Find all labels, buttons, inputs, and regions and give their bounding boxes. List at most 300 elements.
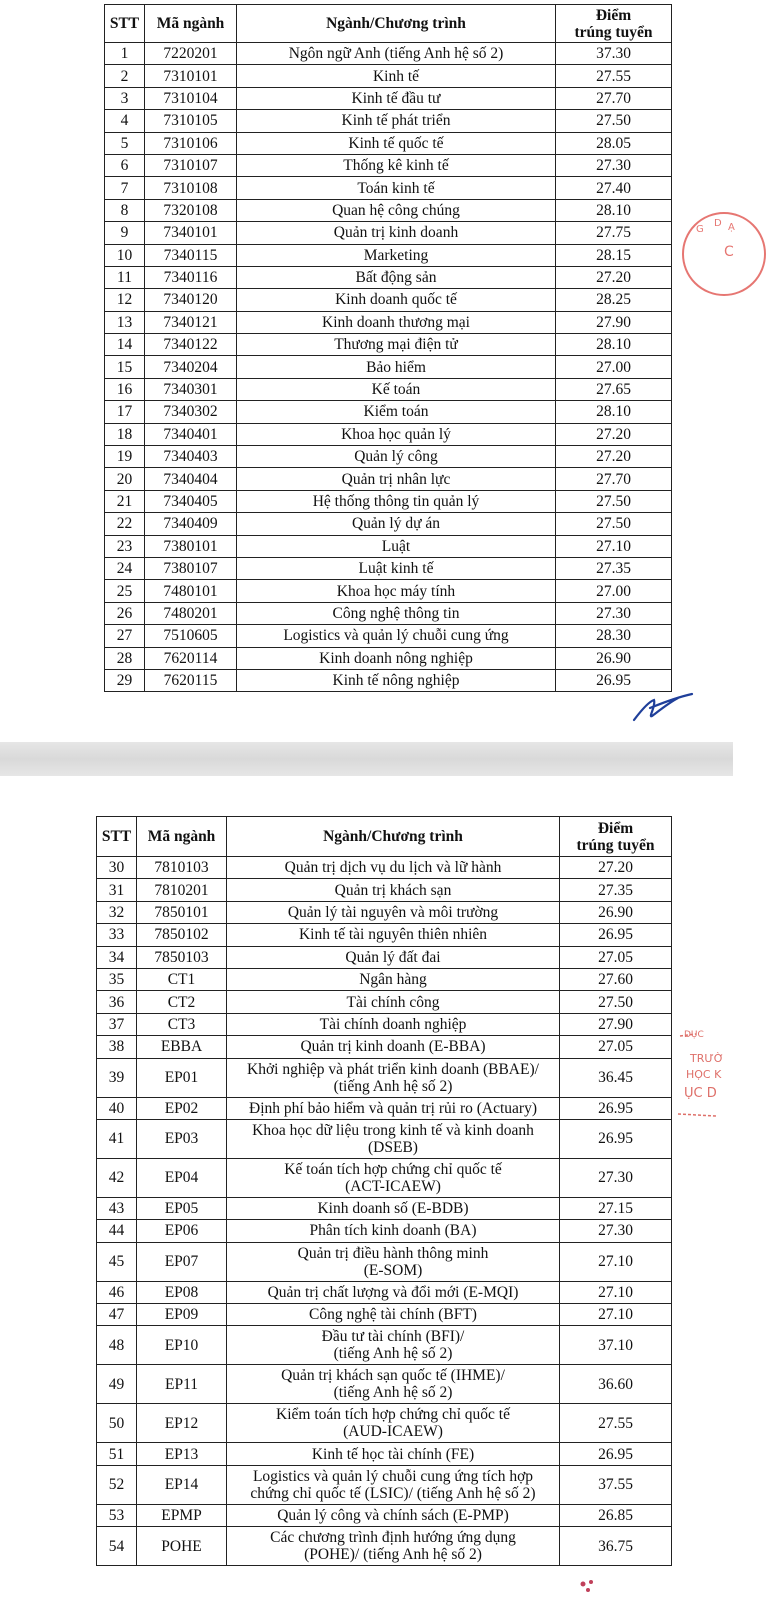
program-name-line: Quản trị điều hành thông minh bbox=[297, 1244, 489, 1262]
cell-nganh bbox=[237, 602, 556, 624]
cell-ma-nganh: 7320108 bbox=[145, 199, 237, 221]
cell-stt: 20 bbox=[105, 468, 145, 490]
cell-diem: 36.75 bbox=[560, 1527, 672, 1566]
cell-nganh bbox=[227, 968, 560, 990]
cell-nganh bbox=[237, 222, 556, 244]
program-name-line: Bất động sản bbox=[355, 269, 437, 287]
cell-nganh bbox=[237, 625, 556, 647]
program-name-line: Thống kê kinh tế bbox=[343, 157, 449, 175]
cell-stt: 53 bbox=[97, 1504, 137, 1526]
program-name-line: Kinh tế học tài chính (FE) bbox=[311, 1445, 475, 1463]
table-row bbox=[105, 557, 672, 579]
program-name-line: Khoa học quản lý bbox=[341, 425, 451, 443]
table-row bbox=[97, 879, 672, 901]
table-row bbox=[105, 266, 672, 288]
cell-diem: 27.50 bbox=[560, 991, 672, 1013]
program-name-line: chứng chỉ quốc tế (LSIC)/ (tiếng Anh hệ số 2) bbox=[250, 1484, 536, 1502]
cell-ma-nganh: POHE bbox=[137, 1527, 227, 1566]
cell-stt: 13 bbox=[105, 311, 145, 333]
cell-nganh bbox=[237, 266, 556, 288]
table-row bbox=[97, 1220, 672, 1242]
cell-stt: 15 bbox=[105, 356, 145, 378]
program-name-line: Kinh tế tài nguyên thiên nhiên bbox=[298, 926, 488, 944]
program-name-line: (POHE)/ (tiếng Anh hệ số 2) bbox=[304, 1546, 482, 1564]
program-name-line: Khoa học dữ liệu trong kinh tế và kinh doanh bbox=[252, 1121, 534, 1139]
table-row bbox=[105, 669, 672, 691]
program-name-line: Kinh tế quốc tế bbox=[348, 134, 444, 152]
cell-ma-nganh: 7340120 bbox=[145, 289, 237, 311]
program-name-line: Khởi nghiệp và phát triển kinh doanh (BBAE)/ bbox=[247, 1060, 539, 1078]
program-name-line: Quản lý tài nguyên và môi trường bbox=[287, 903, 499, 921]
cell-nganh bbox=[227, 1242, 560, 1281]
table-row bbox=[105, 154, 672, 176]
program-name-line: Công nghệ tài chính (BFT) bbox=[309, 1306, 477, 1324]
header-diem bbox=[556, 5, 672, 43]
table-row bbox=[105, 513, 672, 535]
cell-diem: 27.50 bbox=[556, 490, 672, 512]
program-name-line: Kế toán tích hợp chứng chỉ quốc tế bbox=[284, 1160, 502, 1178]
cell-diem: 27.50 bbox=[556, 110, 672, 132]
program-name-line: Logistics và quản lý chuỗi cung ứng tích hợp bbox=[252, 1467, 534, 1485]
program-name-line: Kinh tế bbox=[372, 67, 420, 85]
cell-stt: 18 bbox=[105, 423, 145, 445]
cell-nganh bbox=[237, 110, 556, 132]
cell-nganh bbox=[227, 1158, 560, 1197]
header-diem-line1: Điểm bbox=[595, 6, 632, 24]
cell-ma-nganh: EP09 bbox=[137, 1304, 227, 1326]
header-diem bbox=[560, 817, 672, 857]
table-row bbox=[105, 244, 672, 266]
table-row bbox=[97, 1326, 672, 1365]
cell-diem: 27.05 bbox=[560, 946, 672, 968]
decorative-dots-icon bbox=[578, 1578, 602, 1594]
cell-diem: 28.15 bbox=[556, 244, 672, 266]
cell-stt: 8 bbox=[105, 199, 145, 221]
cell-diem: 26.95 bbox=[560, 924, 672, 946]
cell-nganh bbox=[227, 1404, 560, 1443]
cell-diem: 27.30 bbox=[556, 154, 672, 176]
cell-ma-nganh: 7380107 bbox=[145, 557, 237, 579]
cell-stt: 5 bbox=[105, 132, 145, 154]
cell-stt: 37 bbox=[97, 1013, 137, 1035]
program-name-line: Quản lý đất đai bbox=[345, 948, 441, 966]
cell-nganh bbox=[237, 468, 556, 490]
cell-stt: 43 bbox=[97, 1197, 137, 1219]
cell-diem: 27.30 bbox=[560, 1158, 672, 1197]
stamp-text: TRƯỜ bbox=[690, 1052, 724, 1065]
cell-diem: 27.40 bbox=[556, 177, 672, 199]
program-name-line: Quản trị chất lượng và đổi mới (E-MQI) bbox=[267, 1283, 519, 1301]
cell-diem: 27.15 bbox=[560, 1197, 672, 1219]
program-name-line: Quản trị khách sạn bbox=[334, 881, 452, 899]
cell-diem: 27.90 bbox=[556, 311, 672, 333]
red-stamp-fragment bbox=[676, 1030, 756, 1140]
table-row bbox=[105, 334, 672, 356]
cell-nganh bbox=[227, 1281, 560, 1303]
cell-stt: 49 bbox=[97, 1365, 137, 1404]
table-row bbox=[105, 110, 672, 132]
cell-nganh bbox=[237, 177, 556, 199]
cell-stt: 42 bbox=[97, 1158, 137, 1197]
cell-diem: 27.70 bbox=[556, 468, 672, 490]
score-table-2 bbox=[96, 816, 672, 1566]
cell-nganh bbox=[227, 901, 560, 923]
cell-diem: 36.45 bbox=[560, 1058, 672, 1097]
stamp-text: ỤC D bbox=[684, 1086, 717, 1101]
cell-stt: 26 bbox=[105, 602, 145, 624]
cell-ma-nganh: 7620114 bbox=[145, 647, 237, 669]
cell-stt: 12 bbox=[105, 289, 145, 311]
program-name-line: Marketing bbox=[363, 246, 429, 264]
table-row bbox=[105, 87, 672, 109]
cell-ma-nganh: 7480201 bbox=[145, 602, 237, 624]
cell-ma-nganh: 7480101 bbox=[145, 580, 237, 602]
cell-ma-nganh: 7340405 bbox=[145, 490, 237, 512]
program-name-line: Quan hệ công chúng bbox=[332, 201, 460, 219]
program-name-line: Luật bbox=[381, 537, 411, 555]
cell-diem: 27.55 bbox=[556, 65, 672, 87]
cell-ma-nganh: EP03 bbox=[137, 1119, 227, 1158]
header-nganh: Ngành/Chương trình bbox=[237, 5, 556, 43]
cell-stt: 35 bbox=[97, 968, 137, 990]
program-name-line: Ngôn ngữ Anh (tiếng Anh hệ số 2) bbox=[288, 45, 504, 63]
stamp-letter: Ạ bbox=[728, 222, 735, 233]
table-row bbox=[97, 1304, 672, 1326]
cell-nganh bbox=[237, 378, 556, 400]
cell-stt: 48 bbox=[97, 1326, 137, 1365]
cell-ma-nganh: EP04 bbox=[137, 1158, 227, 1197]
cell-stt: 33 bbox=[97, 924, 137, 946]
stamp-border-icon bbox=[676, 1030, 756, 1140]
program-name-line: Luật kinh tế bbox=[358, 560, 434, 578]
table-row bbox=[97, 1281, 672, 1303]
cell-nganh bbox=[227, 879, 560, 901]
table-row bbox=[105, 177, 672, 199]
table-row bbox=[105, 423, 672, 445]
cell-nganh bbox=[227, 1197, 560, 1219]
cell-stt: 21 bbox=[105, 490, 145, 512]
table-row bbox=[105, 580, 672, 602]
program-name-line: Kiểm toán bbox=[363, 403, 429, 421]
cell-diem: 28.10 bbox=[556, 334, 672, 356]
program-name-line: Kế toán bbox=[371, 381, 421, 399]
cell-nganh bbox=[227, 1326, 560, 1365]
cell-ma-nganh: 7310105 bbox=[145, 110, 237, 132]
cell-stt: 54 bbox=[97, 1527, 137, 1566]
cell-ma-nganh: 7340116 bbox=[145, 266, 237, 288]
cell-nganh bbox=[227, 1013, 560, 1035]
cell-ma-nganh: 7850101 bbox=[137, 901, 227, 923]
program-name-line: Tài chính doanh nghiệp bbox=[319, 1015, 467, 1033]
program-name-line: (tiếng Anh hệ số 2) bbox=[333, 1345, 453, 1363]
page-separator bbox=[0, 742, 733, 776]
program-name-line: Kinh tế phát triển bbox=[341, 112, 451, 130]
cell-nganh bbox=[237, 490, 556, 512]
cell-diem: 28.10 bbox=[556, 199, 672, 221]
program-name-line: Quản trị nhân lực bbox=[341, 470, 451, 488]
program-name-line: Quản lý công bbox=[354, 448, 438, 466]
cell-stt: 23 bbox=[105, 535, 145, 557]
cell-ma-nganh: 7310101 bbox=[145, 65, 237, 87]
document-page-2 bbox=[0, 776, 733, 1600]
cell-diem: 27.20 bbox=[560, 857, 672, 879]
table-row bbox=[105, 289, 672, 311]
cell-ma-nganh: EP01 bbox=[137, 1058, 227, 1097]
table-row bbox=[105, 132, 672, 154]
program-name-line: Quản lý công và chính sách (E-PMP) bbox=[277, 1507, 509, 1525]
cell-ma-nganh: EP13 bbox=[137, 1443, 227, 1465]
cell-ma-nganh: CT3 bbox=[137, 1013, 227, 1035]
cell-stt: 1 bbox=[105, 43, 145, 65]
cell-nganh bbox=[237, 289, 556, 311]
table-row bbox=[105, 625, 672, 647]
cell-stt: 9 bbox=[105, 222, 145, 244]
cell-ma-nganh: EP08 bbox=[137, 1281, 227, 1303]
cell-stt: 3 bbox=[105, 87, 145, 109]
cell-diem: 26.95 bbox=[560, 1119, 672, 1158]
cell-stt: 19 bbox=[105, 446, 145, 468]
stamp-letter: G bbox=[696, 224, 704, 235]
stamp-text: HỌC K bbox=[686, 1068, 722, 1081]
cell-ma-nganh: 7510605 bbox=[145, 625, 237, 647]
cell-nganh bbox=[227, 857, 560, 879]
table-row bbox=[105, 535, 672, 557]
score-table-1 bbox=[104, 4, 672, 692]
program-name-line: Kinh tế đầu tư bbox=[351, 89, 441, 107]
table-row bbox=[97, 1058, 672, 1097]
cell-diem: 36.60 bbox=[560, 1365, 672, 1404]
cell-nganh bbox=[227, 1036, 560, 1058]
cell-nganh bbox=[237, 557, 556, 579]
cell-nganh bbox=[237, 513, 556, 535]
cell-stt: 45 bbox=[97, 1242, 137, 1281]
cell-diem: 27.10 bbox=[560, 1304, 672, 1326]
cell-ma-nganh: 7340101 bbox=[145, 222, 237, 244]
cell-diem: 27.90 bbox=[560, 1013, 672, 1035]
cell-stt: 17 bbox=[105, 401, 145, 423]
header-nganh: Ngành/Chương trình bbox=[227, 817, 560, 857]
program-name-line: Tài chính công bbox=[346, 993, 440, 1011]
stamp-text: DỤC bbox=[684, 1030, 704, 1040]
cell-ma-nganh: CT1 bbox=[137, 968, 227, 990]
table-row bbox=[105, 490, 672, 512]
table-row bbox=[105, 43, 672, 65]
table-row bbox=[105, 378, 672, 400]
program-name-line: (tiếng Anh hệ số 2) bbox=[333, 1384, 453, 1402]
cell-stt: 38 bbox=[97, 1036, 137, 1058]
cell-stt: 4 bbox=[105, 110, 145, 132]
table-row bbox=[97, 857, 672, 879]
cell-diem: 27.30 bbox=[556, 602, 672, 624]
cell-ma-nganh: EP11 bbox=[137, 1365, 227, 1404]
program-name-line: (AUD-ICAEW) bbox=[343, 1423, 443, 1441]
table-row bbox=[97, 1527, 672, 1566]
cell-diem: 27.20 bbox=[556, 446, 672, 468]
cell-stt: 31 bbox=[97, 879, 137, 901]
table-row bbox=[97, 946, 672, 968]
program-name-line: (E-SOM) bbox=[363, 1261, 423, 1279]
cell-diem: 27.55 bbox=[560, 1404, 672, 1443]
table-row bbox=[97, 901, 672, 923]
cell-ma-nganh: EP12 bbox=[137, 1404, 227, 1443]
cell-diem: 27.30 bbox=[560, 1220, 672, 1242]
cell-ma-nganh: 7340404 bbox=[145, 468, 237, 490]
table-row bbox=[105, 446, 672, 468]
cell-diem: 28.25 bbox=[556, 289, 672, 311]
cell-nganh bbox=[227, 1504, 560, 1526]
cell-nganh bbox=[227, 991, 560, 1013]
cell-nganh bbox=[237, 356, 556, 378]
cell-diem: 26.95 bbox=[560, 1443, 672, 1465]
program-name-line: Quản trị khách sạn quốc tế (IHME)/ bbox=[281, 1367, 505, 1385]
program-name-line: Quản lý dự án bbox=[351, 515, 441, 533]
signature-icon bbox=[630, 688, 700, 728]
program-name-line: Đầu tư tài chính (BFI)/ bbox=[321, 1328, 465, 1346]
red-stamp-fragment bbox=[682, 212, 766, 296]
program-name-line: Thương mại điện tử bbox=[334, 336, 458, 354]
table-row bbox=[97, 1365, 672, 1404]
table-row bbox=[97, 1404, 672, 1443]
table-header-row bbox=[105, 5, 672, 43]
table-row bbox=[105, 65, 672, 87]
cell-nganh bbox=[237, 154, 556, 176]
cell-nganh bbox=[227, 1527, 560, 1566]
cell-diem: 27.20 bbox=[556, 423, 672, 445]
table-row bbox=[105, 602, 672, 624]
cell-ma-nganh: EPMP bbox=[137, 1504, 227, 1526]
cell-stt: 36 bbox=[97, 991, 137, 1013]
cell-stt: 40 bbox=[97, 1097, 137, 1119]
cell-nganh bbox=[237, 580, 556, 602]
cell-ma-nganh: 7810103 bbox=[137, 857, 227, 879]
cell-stt: 51 bbox=[97, 1443, 137, 1465]
cell-nganh bbox=[227, 1220, 560, 1242]
table-row bbox=[97, 991, 672, 1013]
program-name-line: Quản trị dịch vụ du lịch và lữ hành bbox=[284, 859, 502, 877]
cell-nganh bbox=[237, 87, 556, 109]
cell-diem: 27.10 bbox=[560, 1281, 672, 1303]
cell-ma-nganh: 7340122 bbox=[145, 334, 237, 356]
header-ma-nganh: Mã ngành bbox=[145, 5, 237, 43]
cell-stt: 34 bbox=[97, 946, 137, 968]
table-row bbox=[97, 1119, 672, 1158]
program-name-line: Quản trị kinh doanh bbox=[333, 224, 459, 242]
cell-ma-nganh: CT2 bbox=[137, 991, 227, 1013]
cell-diem: 27.00 bbox=[556, 356, 672, 378]
cell-nganh bbox=[237, 647, 556, 669]
cell-stt: 50 bbox=[97, 1404, 137, 1443]
table-row bbox=[97, 1013, 672, 1035]
cell-ma-nganh: 7340121 bbox=[145, 311, 237, 333]
cell-diem: 27.65 bbox=[556, 378, 672, 400]
program-name-line: Định phí bảo hiểm và quản trị rủi ro (Actuary) bbox=[249, 1099, 537, 1117]
cell-diem: 26.95 bbox=[556, 669, 672, 691]
header-stt: STT bbox=[105, 5, 145, 43]
cell-diem: 26.85 bbox=[560, 1504, 672, 1526]
program-name-line: Quản trị kinh doanh (E-BBA) bbox=[300, 1038, 486, 1056]
stamp-letter: C bbox=[724, 244, 734, 260]
cell-stt: 10 bbox=[105, 244, 145, 266]
cell-diem: 27.35 bbox=[556, 557, 672, 579]
program-name-line: Kinh doanh quốc tế bbox=[335, 291, 457, 309]
program-name-line: Kinh doanh số (E-BDB) bbox=[317, 1200, 469, 1218]
cell-ma-nganh: 7340302 bbox=[145, 401, 237, 423]
program-name-line: (DSEB) bbox=[368, 1138, 418, 1156]
program-name-line: Hệ thống thông tin quản lý bbox=[312, 493, 480, 510]
cell-diem: 27.20 bbox=[556, 266, 672, 288]
cell-diem: 27.05 bbox=[560, 1036, 672, 1058]
cell-diem: 27.75 bbox=[556, 222, 672, 244]
cell-ma-nganh: EBBA bbox=[137, 1036, 227, 1058]
program-name-line: Các chương trình định hướng ứng dụng bbox=[270, 1529, 516, 1547]
cell-diem: 27.00 bbox=[556, 580, 672, 602]
cell-ma-nganh: 7340401 bbox=[145, 423, 237, 445]
header-diem-line1: Điểm bbox=[597, 819, 634, 837]
program-name-line: Kinh tế nông nghiệp bbox=[332, 672, 460, 690]
cell-diem: 37.10 bbox=[560, 1326, 672, 1365]
cell-diem: 28.05 bbox=[556, 132, 672, 154]
cell-ma-nganh: 7850102 bbox=[137, 924, 227, 946]
cell-ma-nganh: EP14 bbox=[137, 1465, 227, 1504]
cell-ma-nganh: 7310108 bbox=[145, 177, 237, 199]
cell-ma-nganh: 7310104 bbox=[145, 87, 237, 109]
cell-nganh bbox=[237, 535, 556, 557]
table-row bbox=[105, 647, 672, 669]
table-body-1 bbox=[105, 43, 672, 692]
cell-nganh bbox=[237, 446, 556, 468]
table-row bbox=[105, 222, 672, 244]
cell-stt: 14 bbox=[105, 334, 145, 356]
cell-diem: 26.90 bbox=[556, 647, 672, 669]
cell-nganh bbox=[237, 311, 556, 333]
header-ma-nganh: Mã ngành bbox=[137, 817, 227, 857]
cell-stt: 41 bbox=[97, 1119, 137, 1158]
cell-stt: 39 bbox=[97, 1058, 137, 1097]
cell-stt: 29 bbox=[105, 669, 145, 691]
cell-stt: 22 bbox=[105, 513, 145, 535]
stamp-letter: D bbox=[714, 218, 722, 229]
cell-ma-nganh: EP02 bbox=[137, 1097, 227, 1119]
header-stt: STT bbox=[97, 817, 137, 857]
cell-stt: 6 bbox=[105, 154, 145, 176]
cell-nganh bbox=[227, 1097, 560, 1119]
cell-ma-nganh: EP07 bbox=[137, 1242, 227, 1281]
cell-nganh bbox=[237, 401, 556, 423]
table-row bbox=[105, 401, 672, 423]
cell-diem: 27.70 bbox=[556, 87, 672, 109]
cell-ma-nganh: 7810201 bbox=[137, 879, 227, 901]
table-row bbox=[97, 1197, 672, 1219]
cell-diem: 27.35 bbox=[560, 879, 672, 901]
cell-diem: 27.60 bbox=[560, 968, 672, 990]
program-name-line: Kinh doanh thương mại bbox=[322, 313, 470, 331]
header-diem-line2: trúng tuyển bbox=[574, 23, 653, 41]
cell-diem: 27.10 bbox=[556, 535, 672, 557]
cell-nganh bbox=[237, 334, 556, 356]
cell-ma-nganh: EP05 bbox=[137, 1197, 227, 1219]
cell-diem: 28.30 bbox=[556, 625, 672, 647]
cell-ma-nganh: 7340403 bbox=[145, 446, 237, 468]
cell-stt: 30 bbox=[97, 857, 137, 879]
table-row bbox=[97, 1158, 672, 1197]
cell-ma-nganh: 7340204 bbox=[145, 356, 237, 378]
table-row bbox=[97, 1097, 672, 1119]
program-name-line: Toán kinh tế bbox=[357, 179, 435, 197]
program-name-line: Khoa học máy tính bbox=[336, 582, 456, 600]
table-row bbox=[97, 1465, 672, 1504]
table-row bbox=[105, 356, 672, 378]
cell-stt: 7 bbox=[105, 177, 145, 199]
